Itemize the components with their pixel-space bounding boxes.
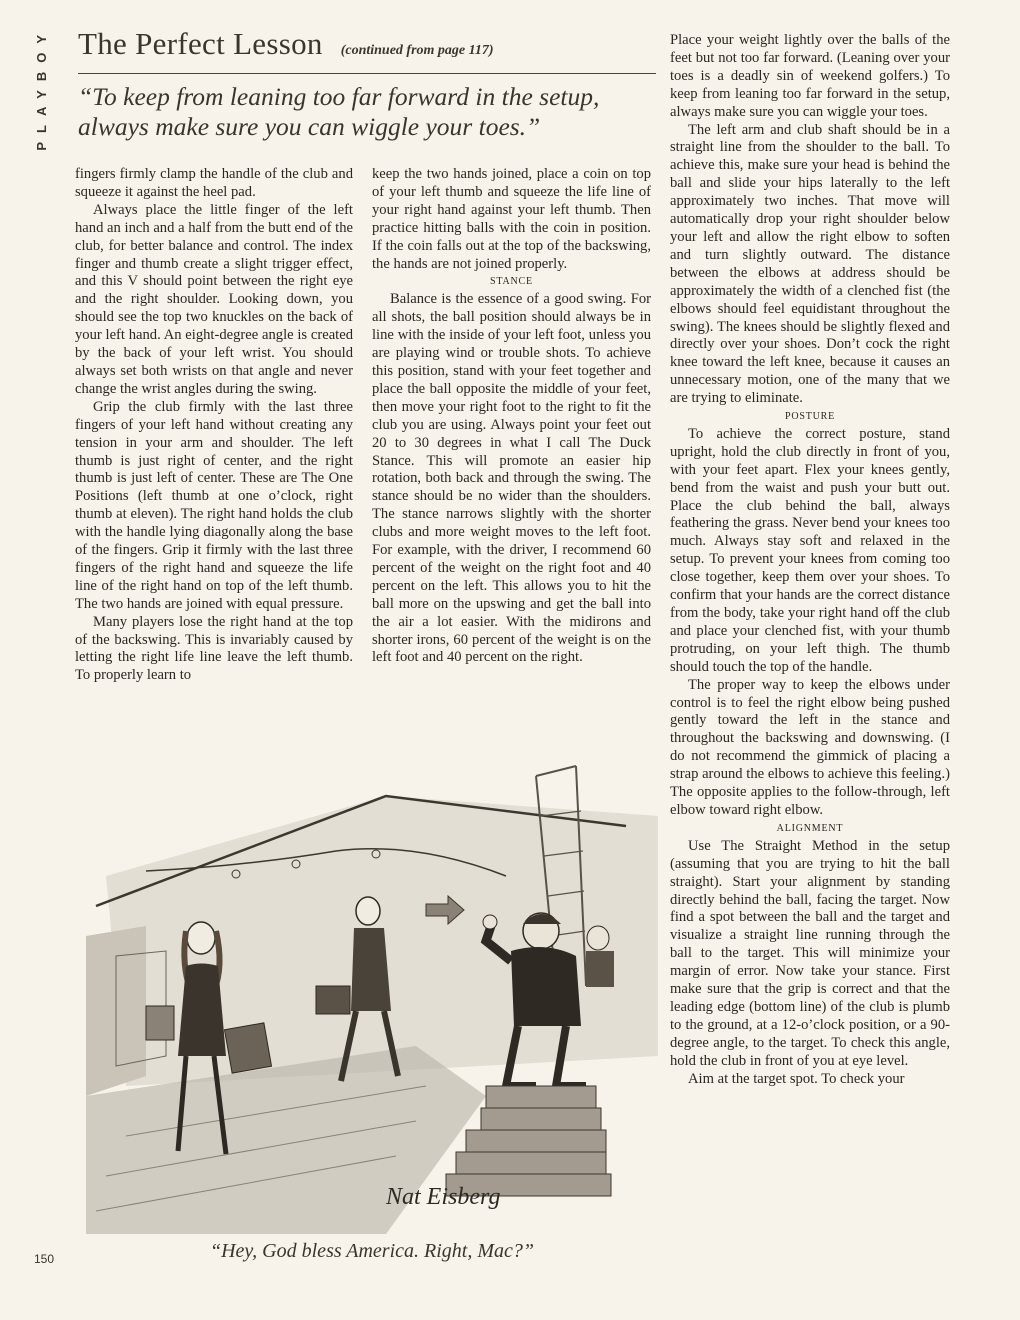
paragraph: keep the two hands joined, place a coin on top of your left thumb and squeeze the life line of your right hand against your left thumb. Then practice hitting balls with the coin in position. If the coin falls out at the top of the backswing, the hands are not joined properly. xyxy=(372,166,651,272)
page-number: 150 xyxy=(34,1252,55,1266)
paragraph: Aim at the target spot. To check your xyxy=(688,1070,905,1087)
paragraph: The proper way to keep the elbows under control is to feel the right elbow being pushed gently toward the left in the stance and throughout the backswing and downswing. (I do not recommend the gimmick of placing a strap around the elbows to achieve this feeling.) The opposite applies to the follow-through, left elbow toward right elbow. xyxy=(670,676,950,818)
section-heading-posture: POSTURE xyxy=(784,411,836,423)
paragraph: Grip the club firmly with the last three fingers of your left hand without creating any tension in your arm and shoulder. The left thumb is just right of center, and the right thumb is just left of center. These are The One Positions (left thumb at one o’clock, right thumb at eleven). The right hand holds the club with the handle lying diagonally along the base of the fingers. Grip it firmly with the last three fingers of the right hand and squeeze the life line of the right hand on top of the left thumb. The two hands are joined with equal pressure. xyxy=(75,398,353,612)
text-column-1 xyxy=(75,166,353,685)
text-column-2 xyxy=(372,166,651,667)
article-header xyxy=(78,26,660,62)
paragraph: Place your weight lightly over the balls of the feet but not too far forward. (Leaning over your toes is a deadly sin of weekend golfers.) To keep from leaning too far forward in the setup, always make sure you can wiggle your toes. xyxy=(670,32,950,120)
cartoon-drawing xyxy=(86,756,658,1234)
title-rule xyxy=(78,73,656,74)
section-heading-stance: STANCE xyxy=(490,276,533,288)
artist-signature: Nat Eisberg xyxy=(386,1184,501,1210)
cartoon-caption: “Hey, God bless America. Right, Mac?” xyxy=(209,1240,535,1262)
paragraph: Use The Straight Method in the setup (assuming that you are trying to hit the ball straight). Start your alignment by standing directly behind the ball, facing the target. Now find a spot between the ball and the target and visualize a straight line running through the ball to the target. This will minimize your margin of error. Now take your stance. First make sure that the grip is correct and that the leading edge (bottom line) of the club is plumb to the ground, at a 12-o’clock position, or a 90-degree angle, to the target. To check this angle, hold the club in front of you at eye level. xyxy=(670,837,950,1069)
article-title: The Perfect Lesson xyxy=(78,26,323,61)
continued-note: (continued from page 117) xyxy=(340,43,494,58)
section-heading-alignment: ALIGNMENT xyxy=(776,822,844,834)
magazine-name: PLAYBOY xyxy=(34,26,49,151)
cartoon-illustration xyxy=(86,756,658,1234)
paragraph: fingers firmly clamp the handle of the club and squeeze it against the heel pad. xyxy=(75,166,353,200)
paragraph: Always place the little finger of the left hand an inch and a half from the butt end of the club, for better balance and control. The index finger and thumb create a slight trigger effect, and this V should point between the right eye and the right shoulder. Looking down, you should see the top two knuckles on the back of your left hand. An eight-degree angle is created by the back of your left wrist. You should always set both wrists on that angle and never change the wrist angles during the swing. xyxy=(75,201,353,397)
pull-quote: “To keep from leaning too far forward in the setup, always make sure you can wiggle your toes.” xyxy=(78,82,600,141)
paragraph: To achieve the correct posture, stand upright, hold the club directly in front of you, with your feet apart. Flex your knees gently, bend from the waist and push your butt out. Place the club behind the ball, always feathering the grass. Never bend your knees too much. Always stay soft and relaxed in the setup. To prevent your knees from coming too close together, keep them over your shoes. To confirm that your hands are the correct distance from the body, take your right hand off the club and place your clenched fist, with your thumb protruding, on your left thigh. The thumb should touch the top of the handle. xyxy=(670,425,950,675)
paragraph: Many players lose the right hand at the top of the backswing. This is invariably caused by letting the right life line leave the left thumb. To properly learn to xyxy=(75,613,353,684)
paragraph: The left arm and club shaft should be in a straight line from the shoulder to the ball. To achieve this, make sure your head is behind the ball and slide your hips laterally to the left approximately two inches. That move will automatically drop your right shoulder below your left and allow the right elbow to soften and turn slightly outward. The distance between the elbows at address should be approximately the width of a clenched fist (the elbows should feel equidistant throughout the swing). The knees should be slightly flexed and directly over your shoes. Don’t cock the right knee toward the left knee, because it causes an unnecessary motion, one of the many that we are trying to eliminate. xyxy=(670,121,950,407)
paragraph: Balance is the essence of a good swing. For all shots, the ball position should always be in line with the inside of your left foot, unless you are playing wind or trouble shots. To achieve this position, stand with your feet together and place the ball opposite the middle of your feet, then move your right foot to the right to fit the club you are using. Always point your feet out 20 to 30 degrees in what I call The Duck Stance. This will promote an easier hip rotation, both back and through the swing. The stance should be no wider than the shoulders. The stance narrows slightly with the shorter clubs and more weight moves to the left foot. For example, with the driver, I recommend 60 percent of the weight on the right foot and 40 percent on the left. This allows you to hit the ball more on the upswing and get the ball into the air a lot easier. With the midirons and shorter irons, 60 percent of the weight is on the left foot and 40 percent on the right. xyxy=(372,291,651,666)
text-column-3 xyxy=(670,32,950,1088)
